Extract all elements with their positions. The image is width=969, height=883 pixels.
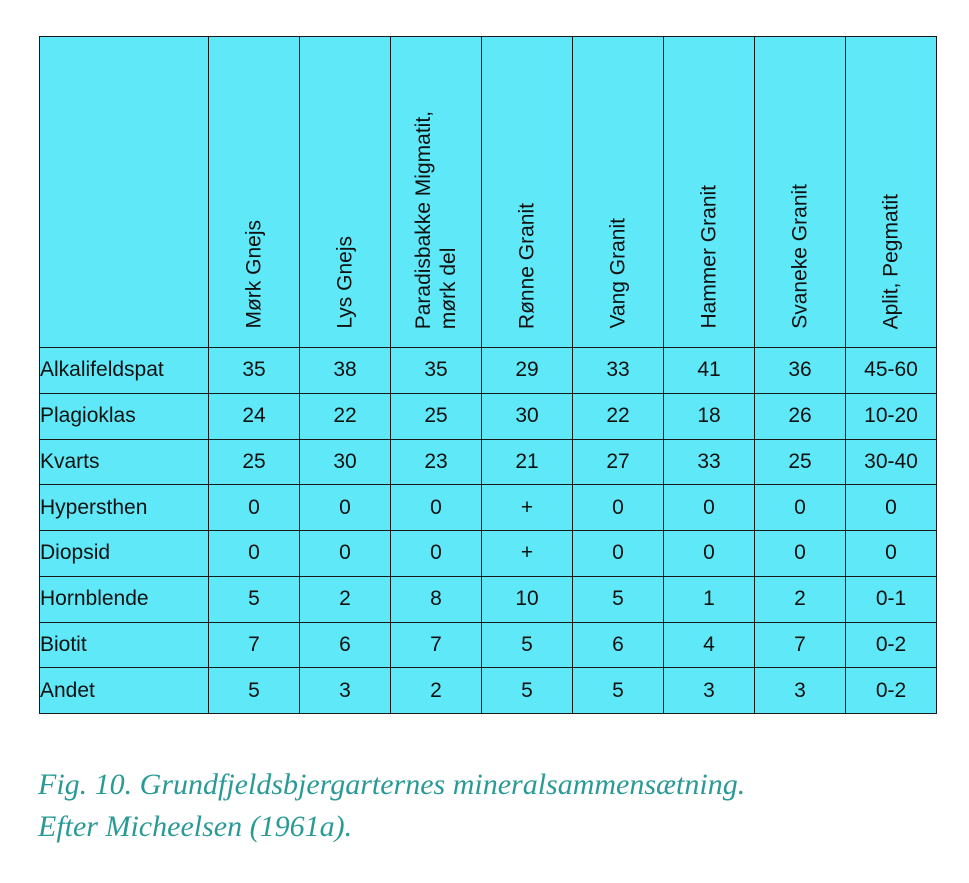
table-cell: 7 (755, 622, 846, 668)
column-header-label: Paradisbakke Migmatit, mørk del (412, 110, 460, 329)
table-body (40, 348, 937, 714)
column-header (482, 37, 573, 348)
caption-line-2: Efter Micheelsen (1961a). (38, 810, 353, 843)
figure-caption (38, 764, 938, 848)
table-cell: 35 (391, 348, 482, 394)
row-label: Hornblende (40, 576, 209, 622)
table-cell: 0 (209, 485, 300, 531)
caption-line-1: Fig. 10. Grundfjeldsbjergarternes mineralsammensætning. (38, 768, 746, 801)
table-cell: 0 (391, 531, 482, 577)
table-cell: 0-2 (846, 668, 937, 714)
table-cell: 41 (664, 348, 755, 394)
table-cell: 0 (300, 531, 391, 577)
table-cell: 1 (664, 576, 755, 622)
table-cell: 5 (482, 668, 573, 714)
column-header-label: Hammer Granit (697, 185, 721, 329)
table-cell: 8 (391, 576, 482, 622)
table-cell: 7 (391, 622, 482, 668)
table-row (40, 439, 937, 485)
row-label: Biotit (40, 622, 209, 668)
row-label: Alkalifeldspat (40, 348, 209, 394)
table-cell: 10-20 (846, 393, 937, 439)
table-header-row (40, 37, 937, 348)
column-header-label: Mørk Gnejs (242, 220, 266, 329)
table-cell: 6 (573, 622, 664, 668)
table-cell: 45-60 (846, 348, 937, 394)
table-cell: 0 (300, 485, 391, 531)
row-label: Andet (40, 668, 209, 714)
column-header (755, 37, 846, 348)
table-row (40, 668, 937, 714)
table-cell: 0 (664, 485, 755, 531)
table-row (40, 393, 937, 439)
table-cell: 6 (300, 622, 391, 668)
column-header (664, 37, 755, 348)
table-cell: 0-2 (846, 622, 937, 668)
table-cell: 21 (482, 439, 573, 485)
table-cell: 25 (209, 439, 300, 485)
column-header (573, 37, 664, 348)
table-cell: 0 (209, 531, 300, 577)
table-cell: 25 (391, 393, 482, 439)
table-cell: 5 (573, 668, 664, 714)
column-header-label: Vang Granit (606, 218, 630, 329)
table-cell: 2 (391, 668, 482, 714)
table-cell: 0 (846, 485, 937, 531)
table-corner-cell (40, 37, 209, 348)
table-cell: 0 (755, 531, 846, 577)
table-cell: 5 (482, 622, 573, 668)
table-cell: 3 (300, 668, 391, 714)
column-header-label: Svaneke Granit (788, 184, 812, 329)
table-cell: 36 (755, 348, 846, 394)
table-cell: 18 (664, 393, 755, 439)
column-header (209, 37, 300, 348)
table-cell: 3 (755, 668, 846, 714)
row-label: Kvarts (40, 439, 209, 485)
row-label: Hypersthen (40, 485, 209, 531)
column-header-label: Rønne Granit (515, 202, 539, 329)
table-row (40, 485, 937, 531)
column-header-label: Aplit, Pegmatit (879, 193, 903, 329)
mineral-composition-table (39, 36, 937, 714)
table-cell: 10 (482, 576, 573, 622)
table-cell: 0 (846, 531, 937, 577)
table-cell: 33 (664, 439, 755, 485)
table-cell: 3 (664, 668, 755, 714)
column-header-label: Lys Gnejs (333, 236, 357, 329)
table-cell: 25 (755, 439, 846, 485)
table-row (40, 531, 937, 577)
table-cell: 5 (209, 668, 300, 714)
table-cell: 0 (573, 485, 664, 531)
table-row (40, 576, 937, 622)
table-cell: 33 (573, 348, 664, 394)
table-cell: + (482, 485, 573, 531)
table-cell: 0 (573, 531, 664, 577)
row-label: Diopsid (40, 531, 209, 577)
table-cell: + (482, 531, 573, 577)
table-cell: 0-1 (846, 576, 937, 622)
table-cell: 2 (300, 576, 391, 622)
table-cell: 5 (573, 576, 664, 622)
table-cell: 30 (300, 439, 391, 485)
table-cell: 22 (573, 393, 664, 439)
table-row (40, 348, 937, 394)
table-cell: 7 (209, 622, 300, 668)
table-cell: 5 (209, 576, 300, 622)
table-cell: 26 (755, 393, 846, 439)
table-cell: 29 (482, 348, 573, 394)
table-cell: 35 (209, 348, 300, 394)
column-header (391, 37, 482, 348)
row-label: Plagioklas (40, 393, 209, 439)
table-cell: 0 (664, 531, 755, 577)
table-cell: 30-40 (846, 439, 937, 485)
table-cell: 0 (391, 485, 482, 531)
table-cell: 2 (755, 576, 846, 622)
column-header (300, 37, 391, 348)
table-cell: 0 (755, 485, 846, 531)
column-header (846, 37, 937, 348)
table-cell: 30 (482, 393, 573, 439)
table-cell: 4 (664, 622, 755, 668)
table-cell: 38 (300, 348, 391, 394)
table-cell: 24 (209, 393, 300, 439)
table-cell: 22 (300, 393, 391, 439)
table-cell: 27 (573, 439, 664, 485)
table-cell: 23 (391, 439, 482, 485)
table-row (40, 622, 937, 668)
